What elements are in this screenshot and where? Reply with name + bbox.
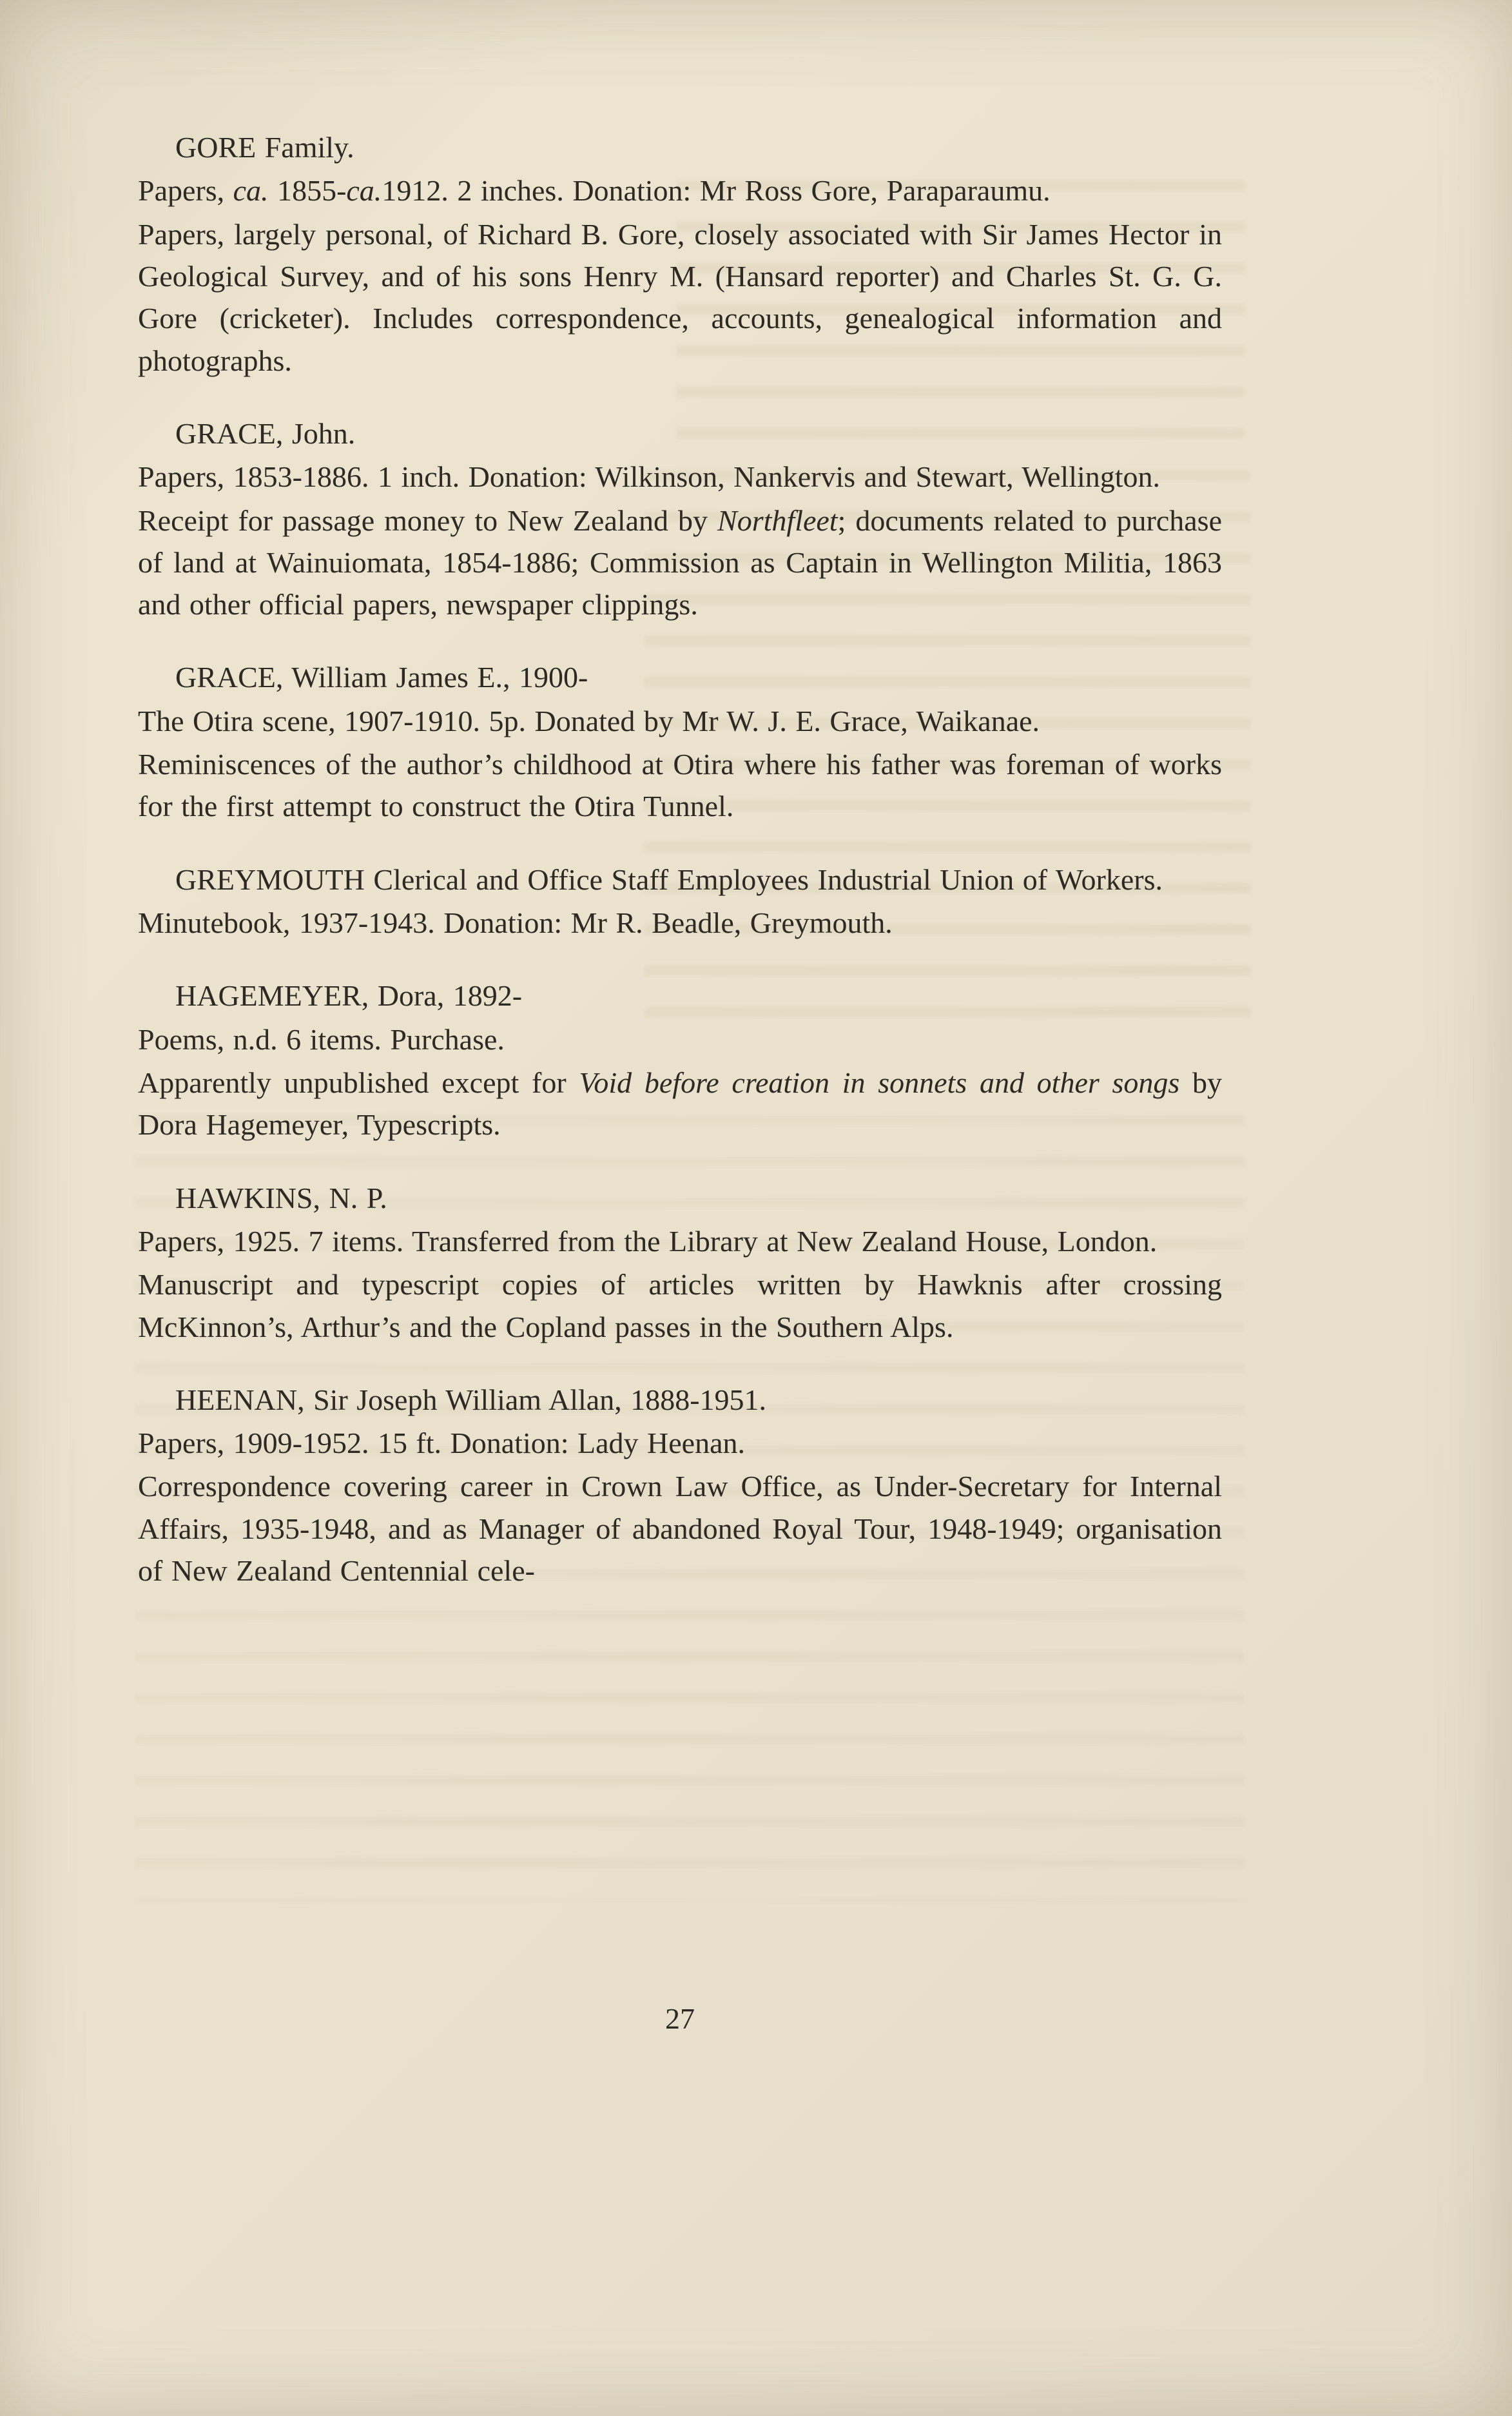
text-segment: Receipt for passage money to New Zealand by (138, 503, 718, 537)
entry-paragraph (138, 743, 1222, 828)
italic-text: Northfleet (717, 503, 838, 537)
text-segment: Papers, largely personal, of Richard B. Gore, closely associated with Sir James Hector in Geological Survey, and of his sons Henry M. (Hansard reporter) and Charles St. G. G. Gore (cricketer). Includes correspondence, accounts, genealogical information and photographs. (138, 217, 1222, 377)
text-segment: Papers, 1909-1952. 15 ft. Donation: Lady Heenan. (138, 1427, 746, 1460)
entry-paragraph (138, 1220, 1222, 1262)
entry-paragraph (138, 170, 1222, 211)
entry-paragraph (138, 1263, 1222, 1348)
catalog-entry (138, 126, 1222, 382)
entry-paragraph (138, 902, 1222, 944)
catalog-entry (138, 859, 1222, 944)
page-number: 27 (665, 2002, 695, 2035)
text-segment: Reminiscences of the author’s childhood at Otira where his father was foreman of works for the first attempt to construct the Otira Tunnel. (138, 748, 1222, 823)
catalog-entry (138, 413, 1222, 626)
text-segment: The Otira scene, 1907-1910. 5p. Donated by Mr W. J. E. Grace, Waikanae. (138, 704, 1040, 737)
entry-heading: HAWKINS, N. P. (175, 1181, 387, 1214)
text-segment: ; documents related to purchase of land at Wainuiomata, 1854-1886; Commission as Captain in Wellington Militia, 1863 and other official papers, newspaper clippings. (138, 503, 1222, 621)
text-segment: Minutebook, 1937-1943. Donation: Mr R. Beadle, Greymouth. (138, 906, 893, 939)
entry-paragraph (138, 213, 1222, 382)
catalog-entry (138, 975, 1222, 1145)
entry-heading: GRACE, John. (175, 416, 356, 450)
italic-text: Void before creation in sonnets and other songs (579, 1066, 1180, 1099)
entry-heading: GRACE, William James E., 1900- (175, 661, 588, 694)
text-segment: Manuscript and typescript copies of articles written by Hawknis after crossing McKinnon’s, Arthur’s and the Copland passes in the Southern Alps. (138, 1268, 1222, 1343)
text-segment: Papers, (138, 174, 233, 208)
entry-paragraph (138, 700, 1222, 742)
text-segment: 1912. 2 inches. Donation: Mr Ross Gore, Paraparaumu. (382, 174, 1051, 208)
entry-heading: GREYMOUTH Clerical and Office Staff Employees Industrial Union of Workers. (175, 862, 1163, 896)
text-segment: Papers, 1925. 7 items. Transferred from the Library at New Zealand House, London. (138, 1224, 1158, 1258)
entry-heading: GORE Family. (175, 131, 354, 164)
italic-text: ca. (346, 174, 382, 208)
entry-paragraph (138, 500, 1222, 626)
entry-heading: HEENAN, Sir Joseph William Allan, 1888-1951. (175, 1383, 767, 1416)
italic-text: ca. (233, 174, 269, 208)
text-segment: Correspondence covering career in Crown Law Office, as Under-Secretary for Internal Affairs, 1935-1948, and as Manager of abandoned Royal Tour, 1948-1949; organisation of New Zealand Centennial cele- (138, 1470, 1222, 1588)
entry-paragraph (138, 456, 1222, 498)
entry-paragraph (138, 1018, 1222, 1060)
text-segment: by Dora Hagemeyer, Typescripts. (138, 1066, 1223, 1142)
catalog-entry (138, 656, 1222, 827)
catalog-entry (138, 1177, 1222, 1348)
text-segment: Papers, 1853-1886. 1 inch. Donation: Wilkinson, Nankervis and Stewart, Wellington. (138, 460, 1161, 494)
entry-heading: HAGEMEYER, Dora, 1892- (175, 979, 523, 1013)
entry-paragraph (138, 1422, 1222, 1464)
entry-paragraph (138, 1062, 1222, 1146)
text-segment: Poems, n.d. 6 items. Purchase. (138, 1022, 505, 1056)
catalog-entry (138, 1379, 1222, 1592)
catalog-entries (138, 126, 1222, 1592)
entry-paragraph (138, 1465, 1222, 1592)
text-segment: 1855- (268, 174, 347, 208)
text-segment: Apparently unpublished except for (138, 1066, 579, 1099)
